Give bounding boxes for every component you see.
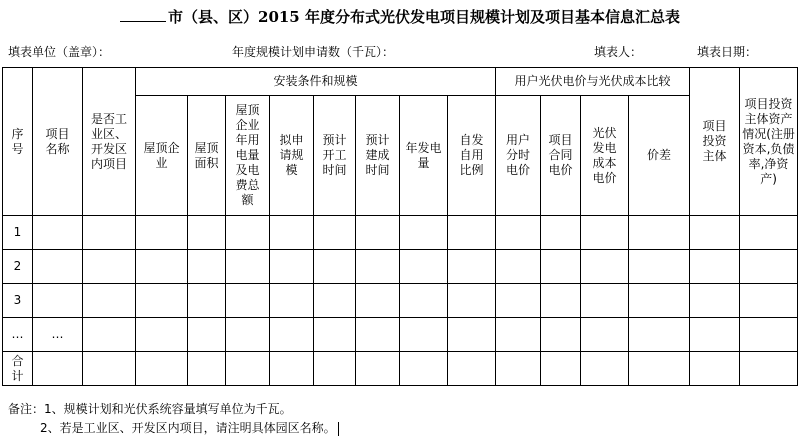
header-contract-price: 项目合同电价: [541, 96, 581, 216]
row-seq: 1: [3, 216, 33, 250]
table-row: [3, 250, 798, 284]
header-industrial: 是否工业区、开发区内项目: [83, 68, 136, 216]
header-self-use: 自发自用比例: [448, 96, 496, 216]
row-name[interactable]: [33, 284, 83, 318]
scale-label: 年度规模计划申请数（千瓦）：: [232, 45, 395, 59]
header-pv-cost: 光伏发电成本电价: [581, 96, 629, 216]
filler-label: 填表人：: [594, 45, 643, 59]
row-seq: 2: [3, 250, 33, 284]
header-group-install: 安装条件和规模: [136, 68, 496, 96]
header-start-time: 预计开工时间: [314, 96, 356, 216]
row-seq: 合计: [3, 352, 33, 386]
header-roof-area: 屋顶面积: [188, 96, 226, 216]
row-name[interactable]: …: [33, 318, 83, 352]
title-text: 市（县、区）2015 年度分布式光伏发电项目规模计划及项目基本信息汇总表: [168, 8, 680, 26]
header-roof-usage: 屋顶企业年用电量及电费总额: [226, 96, 270, 216]
header-roof-company: 屋顶企业: [136, 96, 188, 216]
note-line-2[interactable]: [8, 419, 339, 438]
header-user-price: 用户分时电价: [496, 96, 541, 216]
page-title: [0, 4, 800, 30]
header-price-diff: 价差: [629, 96, 690, 216]
text-cursor-icon: [338, 422, 339, 436]
row-name[interactable]: [33, 216, 83, 250]
date-label: 填表日期：: [697, 45, 758, 59]
header-investor: 项目投资主体: [690, 68, 740, 216]
row-name[interactable]: [33, 352, 83, 386]
table-row: [3, 318, 798, 352]
header-seq: 序号: [3, 68, 33, 216]
table-row-total: [3, 352, 798, 386]
header-annual-gen: 年发电量: [400, 96, 448, 216]
header-finish-time: 预计建成时间: [356, 96, 400, 216]
unit-label: 填表单位（盖章）：: [8, 45, 111, 59]
header-investor-assets: 项目投资主体资产情况(注册资本,负债率,净资产): [740, 68, 798, 216]
header-group-price: 用户光伏电价与光伏成本比较: [496, 68, 690, 96]
header-name: 项目名称: [33, 68, 83, 216]
header-row-group: [3, 68, 798, 96]
note-line-1: 备注：1、规模计划和光伏系统容量填写单位为千瓦。: [8, 402, 292, 416]
city-blank-line[interactable]: [120, 7, 166, 22]
summary-table: [2, 67, 798, 386]
notes: [8, 400, 339, 438]
header-planned-scale: 拟申请规模: [270, 96, 314, 216]
note-line-2-text: 2、若是工业区、开发区内项目，请注明具体园区名称。: [40, 421, 336, 435]
row-name[interactable]: [33, 250, 83, 284]
row-seq: 3: [3, 284, 33, 318]
table-row: [3, 284, 798, 318]
row-seq: …: [3, 318, 33, 352]
table-row: [3, 216, 798, 250]
